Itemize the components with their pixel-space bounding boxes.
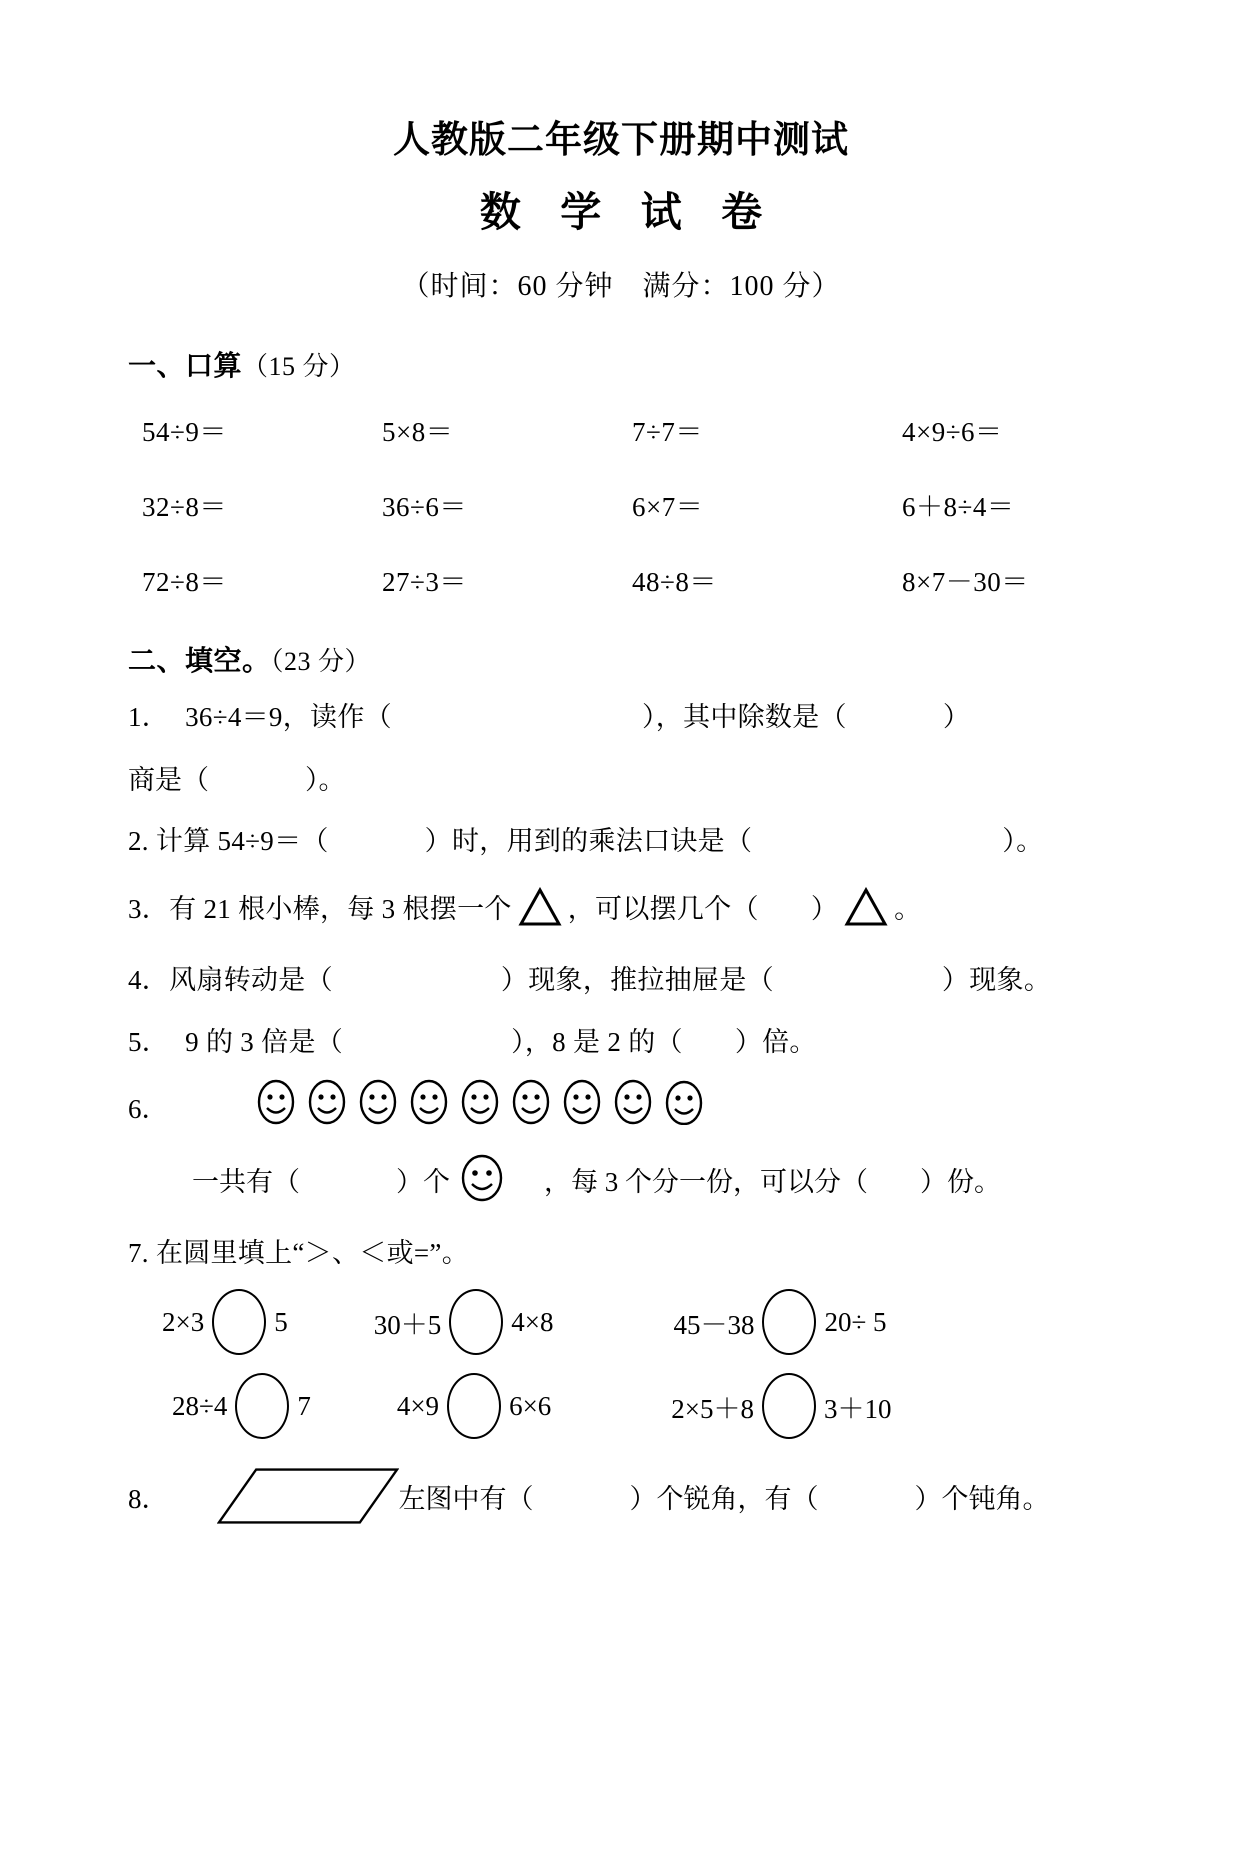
triangle-icon: [518, 887, 562, 936]
calc-item: 8×7－30＝: [902, 566, 1029, 597]
question-2-text-b: ）时，用到的乘法口诀是（: [424, 826, 753, 857]
question-1-text-c: ）: [942, 701, 971, 732]
answer-circle[interactable]: [762, 1289, 816, 1355]
question-3-text-c: ）: [810, 894, 839, 925]
section2-score: （23 分）: [270, 646, 372, 676]
question-1-line2-text: 商是（: [128, 765, 209, 796]
smiley-icon: [307, 1079, 347, 1130]
question-5-text-b: ），8 是 2 的（: [511, 1026, 683, 1057]
smiley-icon: [256, 1079, 296, 1130]
calc-item: 6＋8÷4＝: [902, 491, 1015, 522]
answer-circle[interactable]: [449, 1289, 503, 1355]
question-6-number: 6．: [128, 1094, 169, 1125]
question-6-line2-d: ）份。: [920, 1167, 1001, 1198]
question-6: [128, 1083, 1114, 1130]
calc-item: 48÷8＝: [632, 566, 717, 597]
question-5-text-c: ）倍。: [734, 1026, 817, 1057]
compare-item: [172, 1373, 311, 1439]
question-2: [128, 825, 1114, 859]
question-1: [128, 701, 1114, 735]
question-5-number: 5．: [128, 1026, 170, 1057]
answer-circle[interactable]: [762, 1373, 816, 1439]
question-5: [128, 1026, 1114, 1060]
answer-circle[interactable]: [447, 1373, 501, 1439]
section1-title: 一、口算: [128, 349, 243, 381]
question-8-text-a: 左图中有（: [398, 1483, 534, 1514]
compare-left: 28÷4: [172, 1390, 228, 1421]
page-subtitle: 数 学 试 卷: [479, 189, 777, 236]
calc-item: 72÷8＝: [142, 566, 227, 597]
question-3: [128, 887, 1114, 936]
compare-item: [374, 1289, 554, 1355]
page-title: 人教版二年级下册期中测试: [393, 119, 849, 160]
compare-row-1: [128, 1289, 1114, 1355]
smiley-icon: [613, 1079, 653, 1130]
question-3-number: 3．: [128, 894, 170, 925]
calc-item: 32÷8＝: [142, 491, 227, 522]
question-1-number: 1．: [128, 701, 170, 732]
compare-right: 3＋10: [824, 1393, 892, 1424]
question-6-line2-b: ）个: [396, 1167, 450, 1198]
smiley-icon: [562, 1079, 602, 1130]
section-heading-oral-calc: [128, 344, 1114, 384]
compare-left: 30＋5: [373, 1309, 442, 1340]
compare-right: 5: [274, 1306, 288, 1337]
triangle-icon: [844, 887, 888, 936]
calc-item: 27÷3＝: [382, 566, 467, 597]
calc-item: 5×8＝: [382, 416, 454, 447]
smiley-icon: [511, 1079, 551, 1130]
question-2-text-a: 2. 计算 54÷9＝（: [128, 826, 329, 857]
compare-left: 4×9: [396, 1390, 440, 1421]
compare-right: 6×6: [509, 1390, 552, 1421]
smiley-icon: [460, 1154, 504, 1209]
question-4-text-c: ）现象。: [941, 964, 1052, 995]
question-8: [128, 1465, 1114, 1527]
smiley-icon: [460, 1079, 500, 1130]
calc-item: 6×7＝: [632, 491, 704, 522]
question-7-prompt: 7. 在圆里填上“＞、＜或=”。: [128, 1238, 469, 1269]
question-6-line2: [128, 1154, 1114, 1209]
question-1-line2: [128, 758, 1114, 797]
question-3-text-d: 。: [894, 894, 922, 925]
smiley-icon: [409, 1079, 449, 1130]
question-2-text-c: ）。: [1002, 826, 1044, 857]
question-6-line2-a: 一共有（: [192, 1167, 300, 1198]
parallelogram-shape: [169, 1465, 399, 1527]
compare-right: 20÷ 5: [824, 1306, 887, 1337]
smiley-icon: [664, 1079, 704, 1130]
exam-meta: （时间：60 分钟 满分：100 分）: [401, 270, 841, 302]
compare-item: [671, 1373, 891, 1439]
question-8-text-c: ）个钝角。: [914, 1483, 1050, 1514]
smiley-face-group: [184, 1079, 704, 1130]
compare-right: 7: [297, 1390, 311, 1421]
answer-circle[interactable]: [235, 1373, 289, 1439]
compare-item: [397, 1373, 551, 1439]
question-5-text-a: 9 的 3 倍是（: [185, 1026, 344, 1057]
calc-item: 54÷9＝: [142, 416, 227, 447]
section2-title: 二、填空。: [128, 644, 271, 676]
smiley-icon: [358, 1079, 398, 1130]
question-8-number: 8．: [128, 1483, 169, 1514]
oral-calc-block: [128, 410, 1114, 599]
calc-item: 7÷7＝: [632, 416, 703, 447]
question-1-line2-end: ）。: [305, 765, 346, 796]
compare-item: [673, 1289, 886, 1355]
question-4: [128, 964, 1114, 998]
answer-circle[interactable]: [212, 1289, 266, 1355]
question-6-line2-c: ，每 3 个分一份，可以分（: [544, 1167, 868, 1198]
compare-left: 2×3: [162, 1306, 205, 1337]
section1-score: （15 分）: [242, 351, 356, 381]
compare-right: 4×8: [511, 1306, 554, 1337]
question-1-text-a: 36÷4＝9，读作（: [185, 701, 392, 732]
question-4-text-a: 风扇转动是（: [169, 964, 333, 995]
exam-page: [0, 118, 1242, 1873]
compare-item: [162, 1289, 288, 1355]
calc-row: [128, 410, 1114, 449]
compare-left: 45－38: [673, 1309, 755, 1340]
question-4-number: 4．: [128, 964, 170, 995]
question-1-text-b: ），其中除数是（: [641, 701, 847, 732]
question-3-text-b: ，可以摆几个（: [567, 894, 759, 925]
question-4-text-b: ）现象，推拉抽屉是（: [500, 964, 774, 995]
compare-left: 2×5＋8: [671, 1393, 755, 1424]
calc-item: 36÷6＝: [382, 491, 467, 522]
compare-row-2: [128, 1373, 1114, 1439]
question-8-text-b: ）个锐角，有（: [629, 1483, 819, 1514]
calc-row: [128, 485, 1114, 524]
calc-item: 4×9÷6＝: [902, 416, 1003, 447]
question-3-text-a: 有 21 根小棒，每 3 根摆一个: [169, 894, 512, 925]
calc-row: [128, 560, 1114, 599]
section-heading-fill-blank: [128, 639, 1114, 679]
